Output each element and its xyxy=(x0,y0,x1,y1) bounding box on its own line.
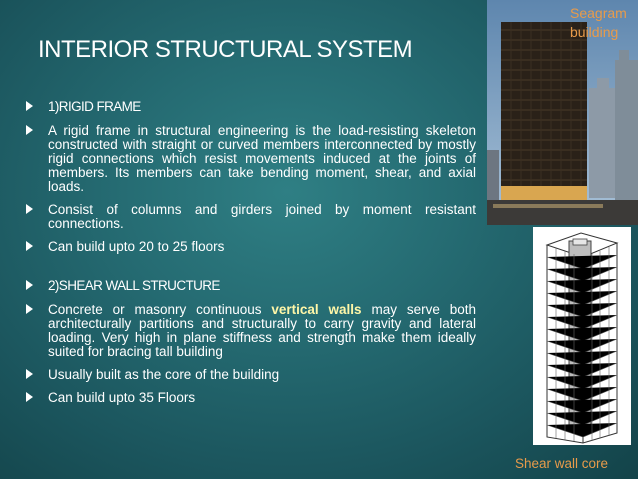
shear-wall-core-text: Usually built as the core of the building xyxy=(48,367,280,382)
bullet-shear-floors xyxy=(26,391,476,405)
shear-wall-desc-pre: Concrete or masonry continuous xyxy=(48,302,272,317)
bullet-arrow-icon xyxy=(26,280,33,290)
shear-wall-floors: Can build upto 35 Floors xyxy=(48,390,196,405)
bullet-arrow-icon xyxy=(26,369,33,379)
shear-wall-highlight: vertical walls xyxy=(271,302,362,317)
bullet-arrow-icon xyxy=(26,304,33,314)
rigid-frame-consist: Consist of columns and girders joined by moment resistant connections. xyxy=(48,202,476,231)
bullet-arrow-icon xyxy=(26,241,33,251)
rigid-frame-description: A rigid frame in structural engineering is the load-resisting skeleton constructed with straight or curved members interconnected by mostly rigid connections which resist movements induced at the joints of members. Its members can take bending moment, shear, and axial loads. xyxy=(48,123,476,194)
bullet-rigid-heading xyxy=(26,100,476,114)
bullet-arrow-icon xyxy=(26,125,33,135)
shear-wall-desc-post: may serve both architecturally partitions and structurally to carry gravity and lateral loading. Very high in plane stiffness and strength make them ideally suited for bracing tall building xyxy=(48,302,476,359)
bullet-shear-desc xyxy=(26,303,476,359)
shear-wall-core-illustration xyxy=(533,227,631,445)
bullet-rigid-consist xyxy=(26,203,476,231)
bullet-shear-heading xyxy=(26,279,476,293)
shear-wall-core-drawing xyxy=(533,227,631,445)
bullet-arrow-icon xyxy=(26,392,33,402)
shear-wall-caption: Shear wall core xyxy=(515,456,609,471)
bullet-rigid-desc xyxy=(26,124,476,194)
bullet-arrow-icon xyxy=(26,101,33,111)
rigid-frame-floors: Can build upto 20 to 25 floors xyxy=(48,239,225,254)
rigid-frame-heading: 1)RIGID FRAME xyxy=(48,99,141,114)
shear-wall-heading: 2)SHEAR WALL STRUCTURE xyxy=(48,278,220,293)
bullet-rigid-floors xyxy=(26,240,476,254)
slide-title: INTERIOR STRUCTURAL SYSTEM xyxy=(38,36,413,63)
bullet-shear-core xyxy=(26,368,476,382)
bullet-arrow-icon xyxy=(26,204,33,214)
seagram-caption: Seagram building xyxy=(570,5,627,40)
slide-content xyxy=(26,100,476,414)
